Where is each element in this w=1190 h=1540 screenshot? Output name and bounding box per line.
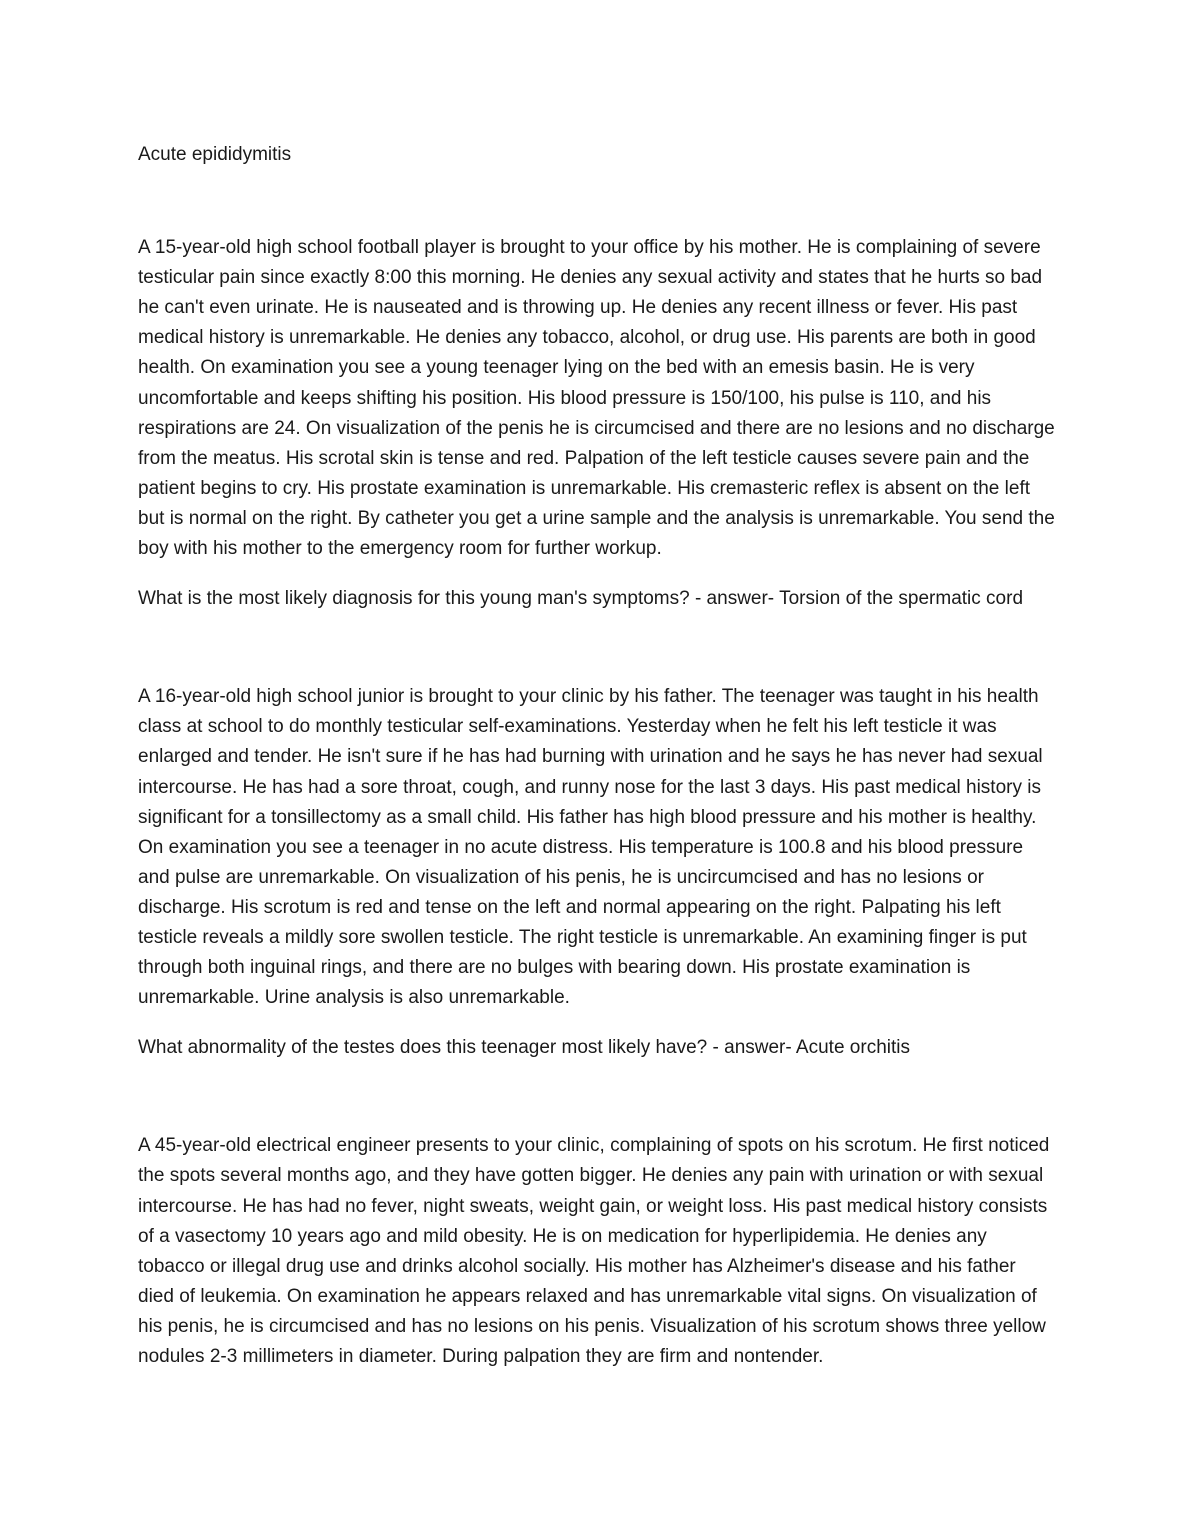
case-1-scenario: A 15-year-old high school football player is brought to your office by his mother. He is complaining of severe testicular pain since exactly 8:00 this morning. He denies any sexual activity and states that he hurts so bad he can't even urinate. He is nauseated and is throwing up. He denies any recent illness or fever. His past medical history is unremarkable. He denies any tobacco, alcohol, or drug use. His parents are both in good health. On examination you see a young teenager lying on the bed with an emesis basin. He is very uncomfortable and keeps shifting his position. His blood pressure is 150/100, his pulse is 110, and his respirations are 24. On visualization of the penis he is circumcised and there are no lesions and no discharge from the meatus. His scrotal skin is tense and red. Palpation of the left testicle causes severe pain and the patient begins to cry. His prostate examination is unremarkable. His cremasteric reflex is absent on the left but is normal on the right. By catheter you get a urine sample and the analysis is unremarkable. You send the boy with his mother to the emergency room for further workup. — [138, 237, 1055, 560]
case-2-question-answer: What abnormality of the testes does this teenager most likely have? - answer- Acute orchitis — [138, 1037, 910, 1059]
document-page — [138, 140, 1056, 1392]
case-2-scenario: A 16-year-old high school junior is brought to your clinic by his father. The teenager was taught in his health class at school to do monthly testicular self-examinations. Yesterday when he felt his left testicle it was enlarged and tender. He isn't sure if he has had burning with urination and he says he has never had sexual intercourse. He has had a sore throat, cough, and runny nose for the last 3 days. His past medical history is significant for a tonsillectomy as a small child. His father has high blood pressure and his mother is healthy. On examination you see a teenager in no acute distress. His temperature is 100.8 and his blood pressure and pulse are unremarkable. On visualization of his penis, he is uncircumcised and has no lesions or discharge. His scrotum is red and tense on the left and normal appearing on the right. Palpating his left testicle reveals a mildly sore swollen testicle. The right testicle is unremarkable. An examining finger is put through both inguinal rings, and there are no bulges with bearing down. His prostate examination is unremarkable. Urine analysis is also unremarkable. — [138, 686, 1043, 1009]
case-1-question-answer: What is the most likely diagnosis for this young man's symptoms? - answer- Torsion of the spermatic cord — [138, 588, 1024, 610]
case-3-scenario: A 45-year-old electrical engineer presents to your clinic, complaining of spots on his scrotum. He first noticed the spots several months ago, and they have gotten bigger. He denies any pain with urination or with sexual intercourse. He has had no fever, night sweats, weight gain, or weight loss. His past medical history consists of a vasectomy 10 years ago and mild obesity. He is on medication for hyperlipidemia. He denies any tobacco or illegal drug use and drinks alcohol socially. His mother has Alzheimer's disease and his father died of leukemia. On examination he appears relaxed and has unremarkable vital signs. On visualization of his penis, he is circumcised and has no lesions on his penis. Visualization of his scrotum shows three yellow nodules 2-3 millimeters in diameter. During palpation they are firm and nontender. — [138, 1135, 1050, 1367]
document-title: Acute epididymitis — [138, 144, 292, 165]
